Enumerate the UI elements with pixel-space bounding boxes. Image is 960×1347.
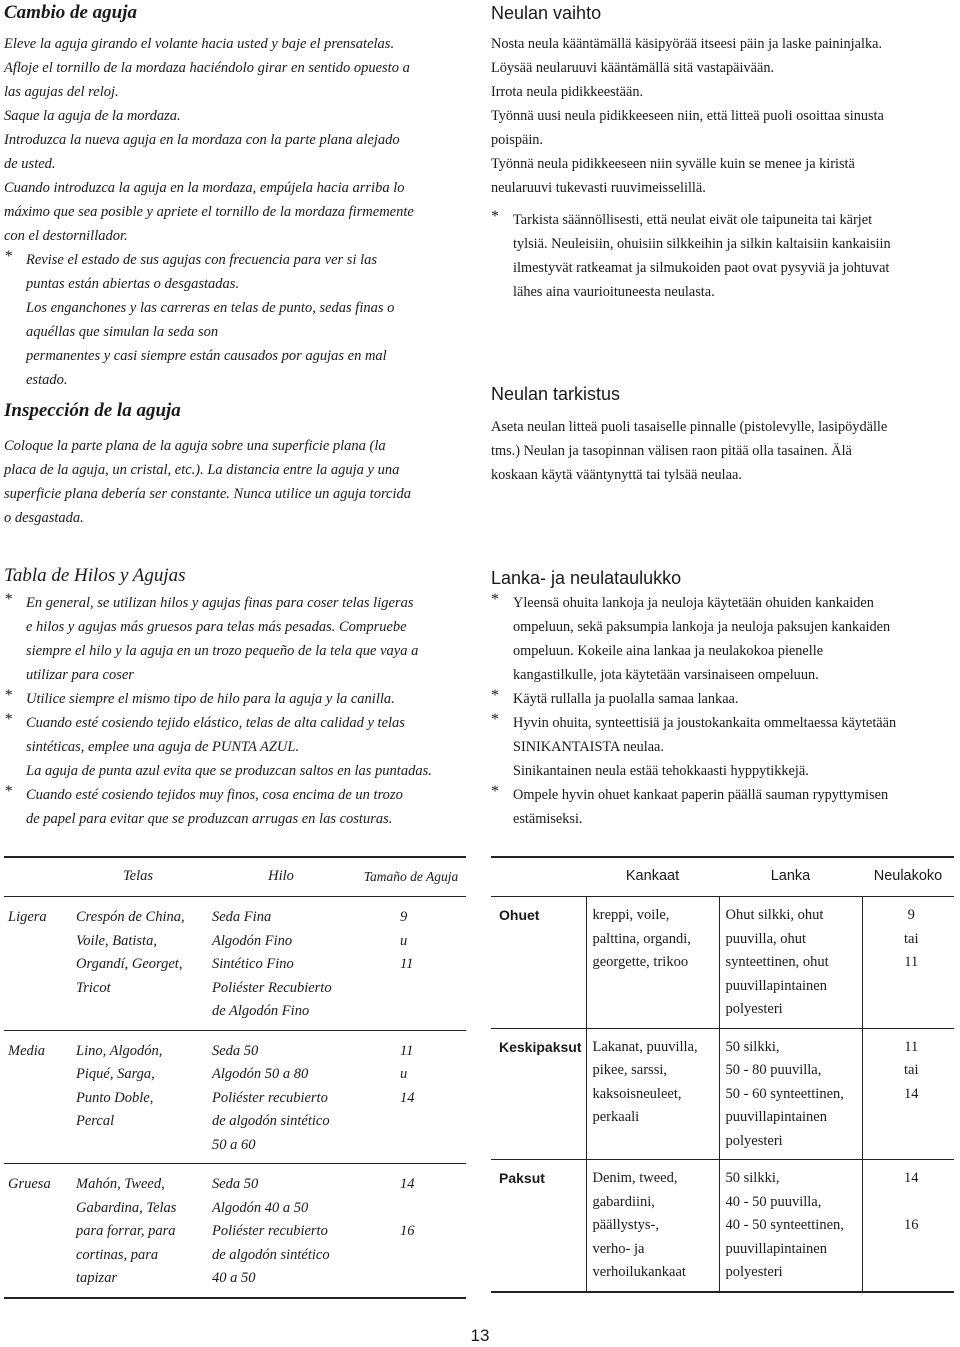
- es-section-thread-table: [4, 563, 472, 831]
- needle-size-cell: [862, 897, 954, 1029]
- row-category: Gruesa: [4, 1164, 70, 1298]
- needle-size-cell-line: [400, 1197, 466, 1221]
- fabric-cell-line: Mahón, Tweed,: [76, 1176, 165, 1192]
- row-category: Ohuet: [491, 897, 586, 1029]
- fi-section-needle-change: [491, 0, 956, 304]
- fabric-cell-line: Voile, Batista,: [76, 932, 157, 949]
- bullet-line: de papel para evitar que se produzcan arrugas en las costuras.: [26, 811, 393, 827]
- text-line: Löysää neularuuvi kääntämällä sitä vastapäivään.: [491, 60, 775, 76]
- fabric-cell-line: kaksoisneuleet,: [592, 1085, 682, 1102]
- row-category: Keskipaksut: [491, 1028, 586, 1160]
- needle-size-cell-line: 11: [400, 956, 414, 972]
- thread-cell-line: synteettinen, ohut: [725, 954, 829, 970]
- es-table-header-telas: Telas: [70, 857, 206, 897]
- fabric-cell: [70, 1030, 206, 1164]
- thread-cell-line: puuvillapintainen: [725, 1109, 827, 1125]
- fi-needle-change-note: [491, 208, 956, 304]
- bullet-line: Cuando esté cosiendo tejidos muy finos, cosa encima de un trozo: [26, 787, 403, 803]
- text-line: estado.: [26, 372, 68, 388]
- text-line: Työnnä neula pidikkeeseen niin syvälle kuin se menee ja kiristä: [491, 156, 855, 172]
- bullet-item: [491, 591, 956, 687]
- asterisk-marker: *: [4, 591, 12, 608]
- row-category: Ligera: [4, 897, 70, 1031]
- bullet-line: kangastilkulle, jota käytetään varsinaiseen ompeluun.: [513, 667, 819, 683]
- needle-size-cell-line: 11: [904, 1038, 919, 1055]
- fi-thread-needle-table: [491, 856, 954, 1293]
- thread-cell-line: 50 - 80 puuvilla,: [725, 1062, 822, 1078]
- text-line: poispäin.: [491, 132, 544, 148]
- fi-needle-change-note-text: [513, 208, 956, 304]
- text-line: Revise el estado de sus agujas con frecuencia para ver si las: [26, 252, 378, 268]
- text-line: puntas están abiertas o desgastadas.: [26, 276, 240, 292]
- row-category: Media: [4, 1030, 70, 1164]
- thread-cell-line: Algodón 40 a 50: [212, 1199, 309, 1216]
- fi-inspection-text: [491, 415, 956, 487]
- text-line: placa de la aguja, un cristal, etc.). La distancia entre la aguja y una: [4, 462, 400, 478]
- needle-size-cell: [862, 1028, 954, 1160]
- asterisk-marker: *: [4, 711, 12, 728]
- thread-cell-line: Poliéster recubierto: [212, 1223, 328, 1239]
- asterisk-marker: *: [491, 591, 499, 608]
- needle-size-cell-line: 16: [904, 1217, 919, 1233]
- es-title-cambio-de-aguja: Cambio de aguja: [4, 2, 138, 23]
- fabric-cell-line: pikee, sarssi,: [592, 1062, 667, 1078]
- bullet-item: [4, 711, 472, 783]
- thread-cell-line: Sintético Fino: [212, 956, 294, 972]
- es-title-tabla: Tabla de Hilos y Agujas: [4, 565, 186, 586]
- bullet-item: [4, 591, 472, 687]
- fi-table-body: [491, 897, 954, 1292]
- thread-cell-line: Algodón Fino: [212, 932, 293, 949]
- thread-cell-line: de Algodón Fino: [212, 1003, 310, 1019]
- asterisk-marker: *: [4, 687, 12, 704]
- thread-cell-line: Seda 50: [212, 1176, 259, 1192]
- bullet-line: La aguja de punta azul evita que se produzcan saltos en las puntadas.: [26, 763, 432, 779]
- fabric-cell-line: päällystys-,: [592, 1217, 659, 1233]
- asterisk-marker: *: [491, 687, 499, 704]
- needle-size-cell-line: 11: [400, 1042, 414, 1059]
- fi-table-header-empty: [491, 857, 586, 897]
- asterisk-marker: *: [491, 783, 499, 800]
- text-line: Nosta neula kääntämällä käsipyörää itseesi päin ja laske paininjalka.: [491, 36, 883, 52]
- fabric-cell-line: Percal: [76, 1113, 115, 1129]
- text-line: Coloque la parte plana de la aguja sobre una superficie plana (la: [4, 438, 386, 454]
- text-line: Irrota neula pidikkeestään.: [491, 84, 644, 100]
- bullet-line: sintéticas, emplee una aguja de PUNTA AZUL.: [26, 739, 300, 755]
- needle-size-cell-line: tai: [904, 1062, 919, 1078]
- bullet-line: Hyvin ohuita, synteettisiä ja joustokankaita ommeltaessa käytetään: [513, 715, 897, 731]
- es-section-needle-inspection: [4, 398, 472, 530]
- thread-cell: [206, 1030, 356, 1164]
- fabric-cell: [586, 1160, 719, 1292]
- fi-section-needle-inspection: [491, 381, 956, 487]
- es-inspection-text: [4, 434, 472, 530]
- thread-cell-line: 50 - 60 synteettinen,: [725, 1085, 844, 1102]
- bullet-line: En general, se utilizan hilos y agujas finas para coser telas ligeras: [26, 595, 414, 611]
- asterisk-marker: *: [4, 783, 12, 800]
- fabric-cell-line: Tricot: [76, 979, 111, 996]
- fabric-cell-line: Gabardina, Telas: [76, 1199, 177, 1216]
- fabric-cell-line: Lakanat, puuvilla,: [592, 1038, 698, 1055]
- thread-cell-line: 50 silkki,: [725, 1170, 780, 1186]
- table-row: [4, 897, 466, 1031]
- thread-cell: [206, 897, 356, 1031]
- bullet-item: [491, 711, 956, 783]
- bullet-item: [4, 687, 472, 711]
- fabric-cell-line: Lino, Algodón,: [76, 1042, 163, 1059]
- thread-cell-line: de algodón sintético: [212, 1246, 330, 1263]
- thread-cell-line: 40 - 50 synteettinen,: [725, 1217, 844, 1233]
- table-row: [4, 1030, 466, 1164]
- needle-size-cell-line: 14: [904, 1085, 919, 1102]
- fabric-cell: [586, 897, 719, 1029]
- bullet-line: Cuando esté cosiendo tejido elástico, telas de alta calidad y telas: [26, 715, 405, 731]
- needle-size-cell-line: 14: [904, 1170, 919, 1186]
- bullet-item: [491, 783, 956, 831]
- text-line: Saque la aguja de la mordaza.: [4, 108, 181, 124]
- fabric-cell-line: Piqué, Sarga,: [76, 1066, 155, 1082]
- thread-cell-line: puuvillapintainen: [725, 977, 827, 994]
- fabric-cell-line: Crespón de China,: [76, 909, 185, 925]
- thread-cell-line: puuvilla, ohut: [725, 930, 807, 947]
- fabric-cell-line: para forrar, para: [76, 1223, 176, 1239]
- text-line: Afloje el tornillo de la mordaza haciéndolo girar en sentido opuesto a: [4, 60, 410, 76]
- thread-cell-line: Poliéster recubierto: [212, 1089, 328, 1106]
- thread-cell-line: Ohut silkki, ohut: [725, 907, 824, 923]
- fi-needle-change-text: [491, 32, 956, 200]
- needle-size-cell-line: [869, 1191, 955, 1215]
- bullet-line: e hilos y agujas más gruesos para telas más pesadas. Compruebe: [26, 619, 407, 635]
- thread-cell-line: 40 a 50: [212, 1270, 256, 1286]
- fabric-cell-line: perkaali: [592, 1109, 640, 1125]
- thread-cell: [719, 1028, 862, 1160]
- bullet-line: Sinikantainen neula estää tehokkaasti hyppytikkejä.: [513, 763, 809, 779]
- es-thread-needle-table: [4, 856, 466, 1299]
- fabric-cell-line: cortinas, para: [76, 1246, 159, 1263]
- table-row: [491, 897, 954, 1029]
- bullet-line: utilizar para coser: [26, 667, 134, 683]
- thread-cell-line: Seda 50: [212, 1042, 259, 1059]
- thread-cell-line: polyesteri: [725, 1264, 783, 1280]
- fi-table-header-lanka: Lanka: [719, 857, 862, 897]
- text-line: Työnnä uusi neula pidikkeeseen niin, että litteä puoli osoittaa sinusta: [491, 108, 884, 124]
- bullet-line: Yleensä ohuita lankoja ja neuloja käytetään ohuiden kankaiden: [513, 595, 874, 611]
- text-line: permanentes y casi siempre están causados por agujas en mal: [26, 348, 387, 364]
- fabric-cell: [70, 1164, 206, 1298]
- thread-cell-line: Poliéster Recubierto: [212, 979, 332, 996]
- fabric-cell-line: verhoilukankaat: [592, 1264, 686, 1280]
- fi-title-neulan-vaihto: Neulan vaihto: [491, 3, 602, 23]
- needle-size-cell: [862, 1160, 954, 1292]
- text-line: con el destornillador.: [4, 228, 128, 244]
- bullet-line: ompeluun. Kokeile aina lankaa ja neulakokoa pienelle: [513, 643, 824, 659]
- page-number: 13: [470, 1326, 490, 1345]
- table-row: [4, 1164, 466, 1298]
- table-row: [491, 1028, 954, 1160]
- needle-size-cell-line: 11: [904, 954, 919, 970]
- fabric-cell-line: verho- ja: [592, 1240, 645, 1257]
- fabric-cell-line: Denim, tweed,: [592, 1170, 678, 1186]
- needle-size-cell: [356, 1164, 466, 1298]
- text-line: las agujas del reloj.: [4, 84, 119, 100]
- fabric-cell-line: Organdí, Georget,: [76, 956, 183, 972]
- needle-size-cell-line: u: [400, 1066, 408, 1082]
- es-table-header-empty: [4, 857, 70, 897]
- needle-size-cell-line: 9: [400, 909, 408, 925]
- thread-cell-line: 40 - 50 puuvilla,: [725, 1193, 822, 1210]
- bullet-line: Utilice siempre el mismo tipo de hilo para la aguja y la canilla.: [26, 691, 395, 707]
- fi-table-header-kankaat: Kankaat: [586, 857, 719, 897]
- fi-title-lanka-taulukko: Lanka- ja neulataulukko: [491, 568, 682, 588]
- fabric-cell-line: palttina, organdi,: [592, 930, 691, 947]
- needle-size-cell-line: 16: [400, 1223, 415, 1239]
- text-line: koskaan käytä vääntynyttä tai tylsää neulaa.: [491, 467, 742, 483]
- text-line: Los enganchones y las carreras en telas de punto, sedas finas o: [26, 300, 395, 316]
- bullet-line: Käytä rullalla ja puolalla samaa lankaa.: [513, 691, 739, 707]
- text-line: tylsiä. Neuleisiin, ohuisiin silkkeihin ja silkin kaltaisiin kankaisiin: [513, 236, 891, 252]
- fabric-cell-line: Punto Doble,: [76, 1089, 154, 1106]
- thread-cell-line: Algodón 50 a 80: [212, 1066, 309, 1082]
- bullet-line: ompeluun, sekä paksumpia lankoja ja neuloja paksujen kankaiden: [513, 619, 891, 635]
- es-table-header-aguja: Tamaño de Aguja: [356, 857, 466, 897]
- fabric-cell-line: gabardiini,: [592, 1193, 655, 1210]
- es-needle-change-note: [4, 248, 472, 392]
- fabric-cell: [70, 897, 206, 1031]
- text-line: o desgastada.: [4, 510, 84, 526]
- fi-title-neulan-tarkistus: Neulan tarkistus: [491, 384, 621, 404]
- thread-cell-line: polyesteri: [725, 1132, 783, 1149]
- text-line: aquéllas que simulan la seda son: [26, 324, 219, 340]
- thread-cell-line: 50 a 60: [212, 1136, 256, 1153]
- bullet-line: estämiseksi.: [513, 811, 583, 827]
- text-line: lähes aina vaurioituneesta neulasta.: [513, 284, 715, 300]
- table-row: [491, 1160, 954, 1292]
- thread-cell: [206, 1164, 356, 1298]
- text-line: Cuando introduzca la aguja en la mordaza, empújela hacia arriba lo: [4, 180, 405, 196]
- thread-cell-line: de algodón sintético: [212, 1113, 330, 1129]
- es-section-needle-change: [4, 0, 472, 392]
- bullet-line: siempre el hilo y la aguja en un trozo pequeño de la tela que vaya a: [26, 643, 419, 659]
- text-line: superficie plana debería ser constante. Nunca utilice un aguja torcida: [4, 486, 412, 502]
- text-line: neularuuvi tukevasti ruuvimeisselillä.: [491, 180, 706, 196]
- asterisk-marker: *: [4, 248, 12, 265]
- needle-size-cell-line: 14: [400, 1176, 415, 1192]
- needle-size-cell: [356, 1030, 466, 1164]
- asterisk-marker: *: [491, 711, 499, 728]
- es-table-header-hilo: Hilo: [206, 857, 356, 897]
- text-line: tms.) Neulan ja tasopinnan välisen raon pitää olla tasainen. Älä: [491, 443, 852, 459]
- thread-cell-line: 50 silkki,: [725, 1038, 780, 1055]
- text-line: ilmestyvät ratkeamat ja silmukoiden paot ovat pysyviä ja johtuvat: [513, 260, 890, 276]
- thread-cell-line: Seda Fina: [212, 909, 272, 925]
- thread-cell: [719, 897, 862, 1029]
- thread-cell-line: puuvillapintainen: [725, 1240, 827, 1257]
- fabric-cell-line: tapizar: [76, 1270, 118, 1286]
- text-line: Eleve la aguja girando el volante hacia usted y baje el prensatelas.: [4, 36, 395, 52]
- fabric-cell-line: georgette, trikoo: [592, 954, 689, 970]
- fabric-cell: [586, 1028, 719, 1160]
- fi-section-thread-table: [491, 565, 956, 831]
- fi-table-header-neulakoko: Neulakoko: [862, 857, 954, 897]
- text-line: Aseta neulan litteä puoli tasaiselle pinnalle (pistolevylle, lasipöydälle: [491, 419, 888, 435]
- thread-cell: [719, 1160, 862, 1292]
- row-category: Paksut: [491, 1160, 586, 1292]
- needle-size-cell-line: tai: [904, 930, 919, 947]
- thread-cell-line: polyesteri: [725, 1001, 783, 1017]
- es-needle-change-text: [4, 32, 472, 248]
- bullet-line: Ompele hyvin ohuet kankaat paperin päällä sauman rypyttymisen: [513, 787, 889, 803]
- needle-size-cell-line: u: [400, 932, 408, 949]
- needle-size-cell: [356, 897, 466, 1031]
- es-title-inspeccion: Inspección de la aguja: [4, 400, 181, 421]
- asterisk-marker: *: [491, 208, 499, 225]
- text-line: Introduzca la nueva aguja en la mordaza con la parte plana alejado: [4, 132, 400, 148]
- needle-size-cell-line: 14: [400, 1089, 415, 1106]
- needle-size-cell-line: 9: [907, 907, 915, 923]
- bullet-line: SINIKANTAISTA neulaa.: [513, 739, 664, 755]
- fi-thread-table-notes: [491, 591, 956, 831]
- text-line: Tarkista säännöllisesti, että neulat eivät ole taipuneita tai kärjet: [513, 212, 873, 228]
- fabric-cell-line: kreppi, voile,: [592, 907, 670, 923]
- es-table-body: [4, 897, 466, 1298]
- bullet-item: [4, 783, 472, 831]
- es-needle-change-note-text: [26, 248, 472, 392]
- text-line: máximo que sea posible y apriete el tornillo de la mordaza firmemente: [4, 204, 414, 220]
- text-line: de usted.: [4, 156, 56, 172]
- es-thread-table-notes: [4, 591, 472, 831]
- bullet-item: [491, 687, 956, 711]
